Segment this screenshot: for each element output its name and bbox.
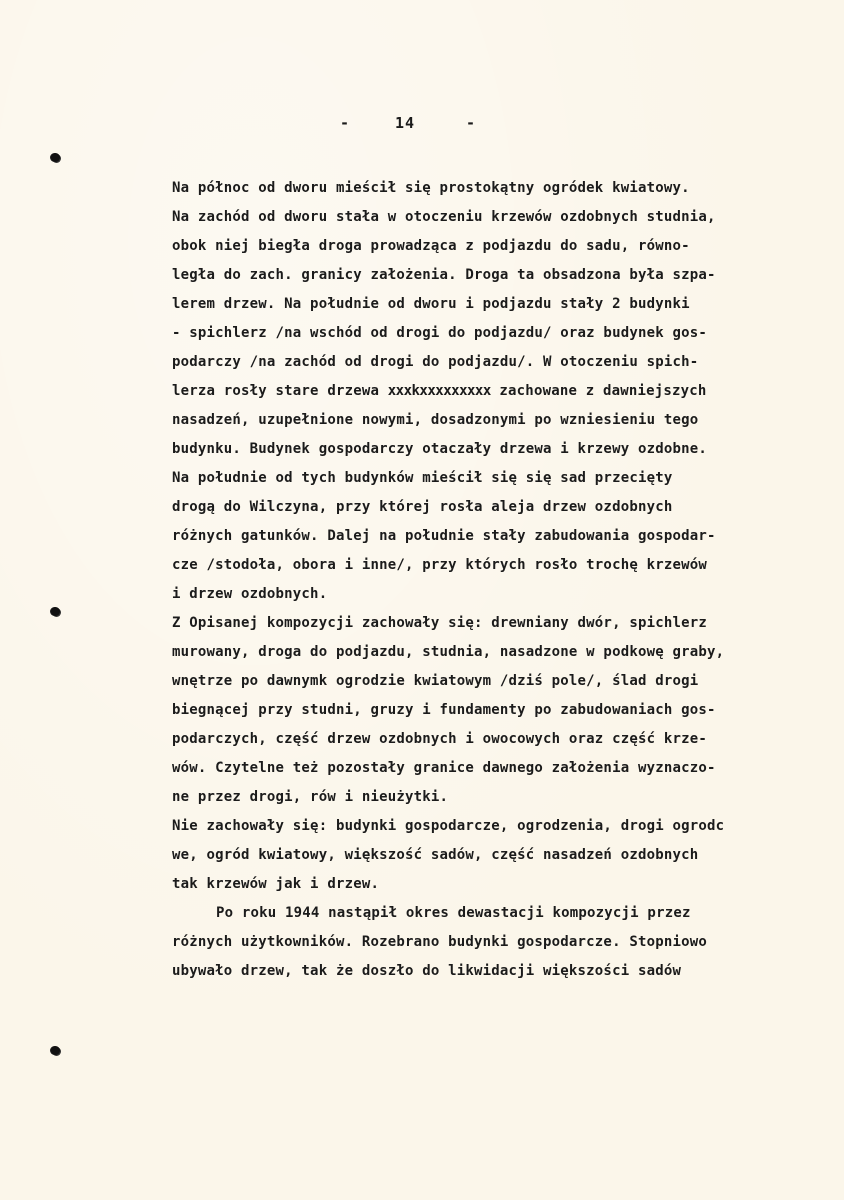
punch-hole-mark bbox=[51, 1046, 60, 1055]
text-line: - spichlerz /na wschód od drogi do podjazdu/ oraz budynek gos- bbox=[172, 325, 707, 341]
text-line: Na zachód od dworu stała w otoczeniu krzewów ozdobnych studnia, bbox=[172, 209, 716, 225]
text-line: wów. Czytelne też pozostały granice dawnego założenia wyznaczo- bbox=[172, 760, 716, 776]
text-line: lerem drzew. Na południe od dworu i podjazdu stały 2 budynki bbox=[172, 296, 690, 312]
page-number-dash-right: - bbox=[466, 114, 477, 132]
text-line: drogą do Wilczyna, przy której rosła aleja drzew ozdobnych bbox=[172, 499, 673, 515]
text-line: we, ogród kwiatowy, większość sadów, część nasadzeń ozdobnych bbox=[172, 847, 699, 863]
text-line-with-strikeout bbox=[172, 377, 840, 406]
text-line: Po roku 1944 nastąpił okres dewastacji kompozycji przez bbox=[216, 905, 691, 921]
text-line: ubywało drzew, tak że doszło do likwidacji większości sadów bbox=[172, 963, 682, 979]
punch-hole-mark bbox=[51, 153, 60, 162]
struck-out-text: xxxkxxxxxxxxx bbox=[387, 383, 491, 399]
text-line: murowany, droga do podjazdu, studnia, nasadzone w podkowę graby, bbox=[172, 644, 725, 660]
text-line: budynku. Budynek gospodarczy otaczały drzewa i krzewy ozdobne. bbox=[172, 441, 707, 457]
text-line: cze /stodoła, obora i inne/, przy których rosło trochę krzewów bbox=[172, 557, 707, 573]
text-line: wnętrze po dawnymk ogrodzie kwiatowym /dziś pole/, ślad drogi bbox=[172, 673, 699, 689]
text-line: i drzew ozdobnych. bbox=[172, 586, 328, 602]
text-line: Na północ od dworu mieścił się prostokątny ogródek kwiatowy. bbox=[172, 180, 690, 196]
text-line: Nie zachowały się: budynki gospodarcze, ogrodzenia, drogi ogrodc bbox=[172, 818, 725, 834]
text-line: Na południe od tych budynków mieścił się się sad przecięty bbox=[172, 470, 673, 486]
text-line: różnych użytkowników. Rozebrano budynki gospodarcze. Stopniowo bbox=[172, 934, 707, 950]
text-line: podarczych, część drzew ozdobnych i owocowych oraz część krze- bbox=[172, 731, 707, 747]
text-line: ne przez drogi, rów i nieużytki. bbox=[172, 789, 449, 805]
text-line: różnych gatunków. Dalej na południe stały zabudowania gospodar- bbox=[172, 528, 716, 544]
text-line: legła do zach. granicy założenia. Droga ta obsadzona była szpa- bbox=[172, 267, 716, 283]
text-line: tak krzewów jak i drzew. bbox=[172, 876, 380, 892]
text-line: biegnącej przy studni, gruzy i fundamenty po zabudowaniach gos- bbox=[172, 702, 716, 718]
text-line: Z Opisanej kompozycji zachowały się: drewniany dwór, spichlerz bbox=[172, 615, 707, 631]
page-number: 14 bbox=[395, 114, 416, 132]
text-line: obok niej biegła droga prowadząca z podjazdu do sadu, równo- bbox=[172, 238, 690, 254]
text-line: podarczy /na zachód od drogi do podjazdu/. W otoczeniu spich- bbox=[172, 354, 699, 370]
text-fragment: zachowane z dawniejszych bbox=[490, 383, 707, 399]
typed-body-text bbox=[172, 174, 840, 986]
text-fragment: lerza rosły stare drzewa bbox=[172, 383, 388, 399]
text-line: nasadzeń, uzupełnione nowymi, dosadzonymi po wzniesieniu tego bbox=[172, 412, 699, 428]
punch-hole-mark bbox=[51, 607, 60, 616]
page-number-dash-left: - bbox=[340, 114, 351, 132]
